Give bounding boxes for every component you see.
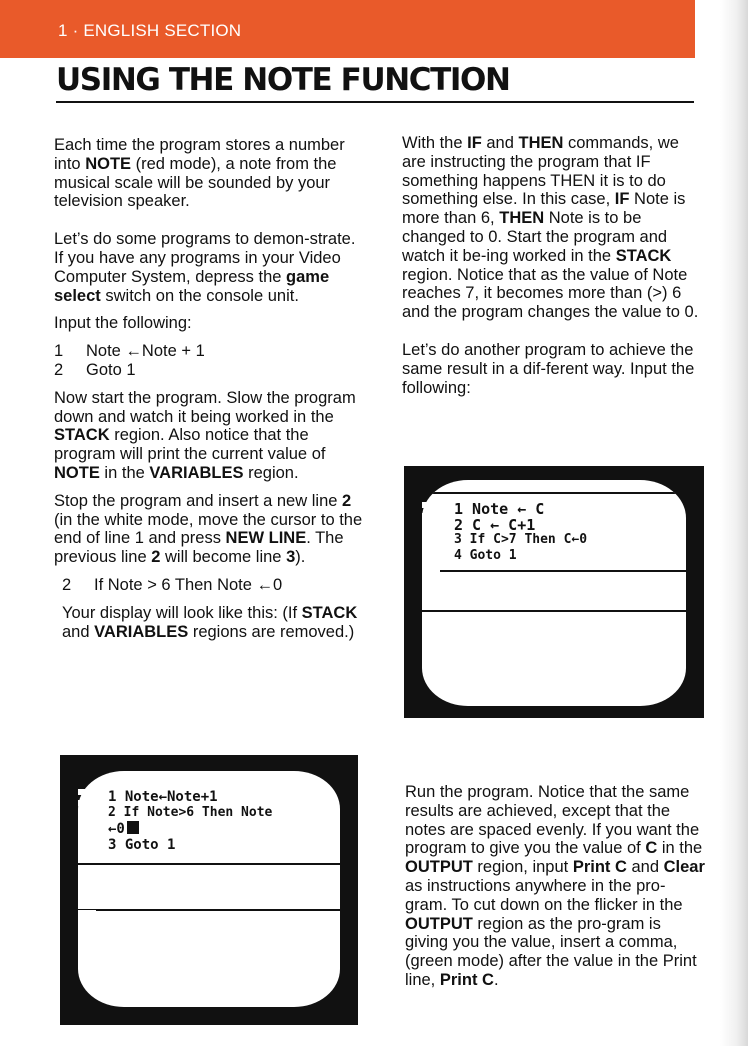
screen-line: 4 Goto 1 <box>454 548 517 563</box>
section-label: 1 · ENGLISH SECTION <box>58 21 242 40</box>
screen-line: 2 C ← C+1 <box>454 516 536 534</box>
tv-screen-right <box>404 466 704 718</box>
paragraph: Run the program. Notice that the same results are achieved, except that the notes are spaced evenly. If you want the program to give you the value of C in the OUTPUT region, input Print C and Clear as instructions anywhere in the pro-gram. To cut down on the flicker in the OUTPUT region as the pro-gram is giving you the value, insert a comma, (green mode) after the value in the Print line, Print C. <box>405 783 705 989</box>
title-rule <box>56 101 694 103</box>
screen-line: ←0 <box>108 821 139 837</box>
paragraph: Let’s do some programs to demon-strate. If you have any programs in your Video Computer System, depress the game select switch on the console unit. <box>54 230 356 305</box>
paragraph: With the IF and THEN commands, we are instructing the program that IF something happens THEN it is to do something else. In this case, IF Note is more than 6, THEN Note is to be changed to 0. Start the program and watch it be-ing worked in the STACK region. Notice that as the value of Note reaches 7, it becomes more than (>) 6 and the program changes the value to 0. <box>402 134 699 322</box>
screen-line: 1 Note←Note+1 <box>108 789 218 805</box>
code-line: 1 Note ←Note + 1 <box>54 342 205 361</box>
paragraph: Each time the program stores a number into NOTE (red mode), a note from the musical scale will be sounded by your television speaker. <box>54 136 345 211</box>
right-column-lower <box>405 783 705 990</box>
crt-display <box>422 480 686 706</box>
page-title: USING THE NOTE FUNCTION <box>56 62 510 98</box>
screen-ticks <box>78 789 96 932</box>
code-line: 2 If Note > 6 Then Note ←0 <box>62 575 283 594</box>
page-edge <box>720 0 748 1046</box>
screen-line: 2 If Note>6 Then Note <box>108 805 273 820</box>
left-column <box>54 136 364 641</box>
code-line: 2 Goto 1 <box>54 360 136 379</box>
tv-screen-left <box>60 755 358 1025</box>
screen-line: 3 Goto 1 <box>108 837 176 853</box>
crt-display <box>78 771 340 1007</box>
paragraph: Input the following: <box>54 314 192 333</box>
screen-ticks <box>422 502 440 645</box>
screen-line: 1 Note ← C <box>454 500 545 518</box>
paragraph: Your display will look like this: (If STACK and VARIABLES regions are removed.) <box>62 603 358 641</box>
paragraph: Let’s do another program to achieve the same result in a dif-ferent way. Input the following: <box>402 340 695 397</box>
paragraph: Stop the program and insert a new line 2 (in the white mode, move the cursor to the end of line 1 and press NEW LINE. The previous line 2 will become line 3). <box>54 491 363 567</box>
paragraph: Now start the program. Slow the program down and watch it being worked in the STACK region. Also notice that the program will print the current value of NOTE in the VARIABLES region. <box>54 388 356 482</box>
cursor-icon <box>127 821 139 834</box>
right-column <box>402 134 704 397</box>
screen-line: 3 If C>7 Then C←0 <box>454 532 588 547</box>
